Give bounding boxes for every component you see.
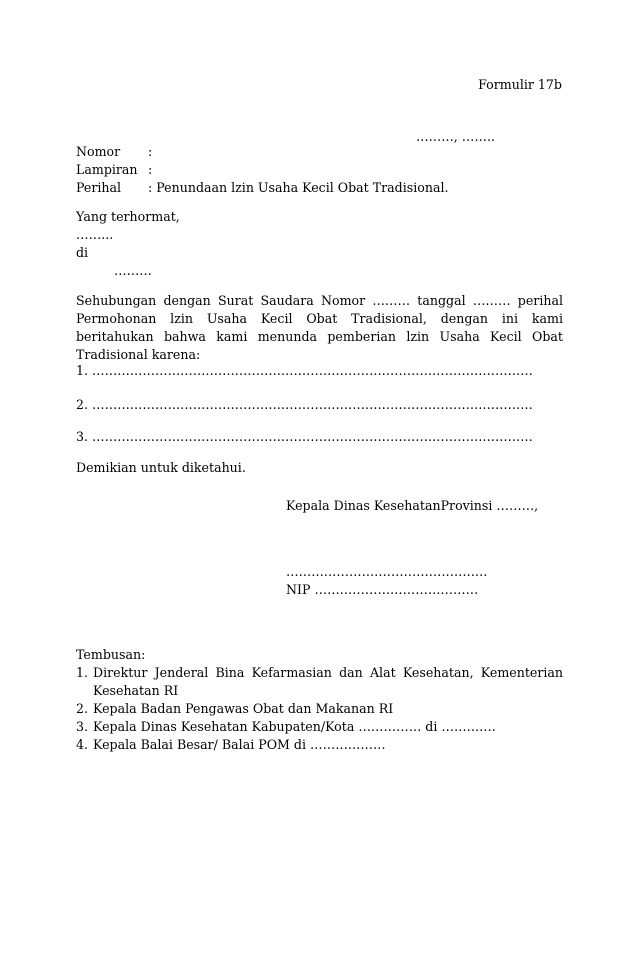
meta-row-perihal	[76, 179, 448, 197]
meta-row-nomor	[76, 143, 448, 161]
cc-item	[76, 718, 563, 736]
meta-value: :	[148, 144, 153, 159]
form-code: Formulir 17b	[478, 77, 562, 92]
recipient-place: ………	[114, 263, 152, 278]
letter-meta	[76, 143, 448, 197]
meta-label: Perihal	[76, 180, 122, 195]
cc-item-number: 2.	[76, 701, 89, 717]
cc-item-number: 3.	[76, 719, 89, 735]
cc-item-text: Kepala Badan Pengawas Obat dan Makanan RI	[93, 701, 394, 717]
closing-text: Demikian untuk diketahui.	[76, 460, 246, 475]
signature-title: Kepala Dinas KesehatanProvinsi ………,	[286, 498, 539, 513]
recipient-di: di	[76, 245, 89, 260]
date-line: ………, ……..	[416, 129, 495, 144]
meta-row-lampiran	[76, 161, 448, 179]
body-paragraph: Sehubungan dengan Surat Saudara Nomor ……… tanggal ……… perihal Permohonan lzin Usaha Kecil Obat Tradisional, dengan ini kami beritahukan bahwa kami menunda pemberian lzin Usaha Kecil Obat Tradisional karena:	[76, 293, 563, 362]
recipient-name: ……...	[76, 227, 114, 242]
reason-line-2: 2. ……………………………………………………………………………………………	[76, 397, 533, 412]
meta-value: : Penundaan lzin Usaha Kecil Obat Tradisional.	[148, 180, 449, 195]
greeting: Yang terhormat,	[76, 209, 180, 224]
meta-label: Lampiran	[76, 162, 138, 177]
cc-item-text: Kepala Dinas Kesehatan Kabupaten/Kota …………… di ………….	[93, 719, 496, 735]
cc-item	[76, 700, 563, 718]
cc-block	[76, 646, 563, 754]
recipient-block	[76, 208, 180, 280]
meta-label: Nomor	[76, 144, 121, 159]
cc-item	[76, 664, 563, 700]
reason-line-1: 1. ……………………………………………………………………………………………	[76, 363, 533, 378]
cc-item-number: 1.	[76, 665, 89, 681]
cc-heading: Tembusan:	[76, 647, 146, 662]
cc-list	[76, 664, 563, 754]
signature-name-line: …………………………………………	[286, 564, 488, 579]
meta-value: :	[148, 162, 153, 177]
cc-item-text: Kepala Balai Besar/ Balai POM di ………………	[93, 737, 386, 753]
signature-nip: NIP …………………………………	[286, 582, 479, 597]
cc-item-text: Direktur Jenderal Bina Kefarmasian dan Alat Kesehatan, Kementerian Kesehatan RI	[93, 665, 563, 699]
reason-line-3: 3. ……………………………………………………………………………………………	[76, 429, 533, 444]
cc-item-number: 4.	[76, 737, 89, 753]
cc-item	[76, 736, 563, 754]
